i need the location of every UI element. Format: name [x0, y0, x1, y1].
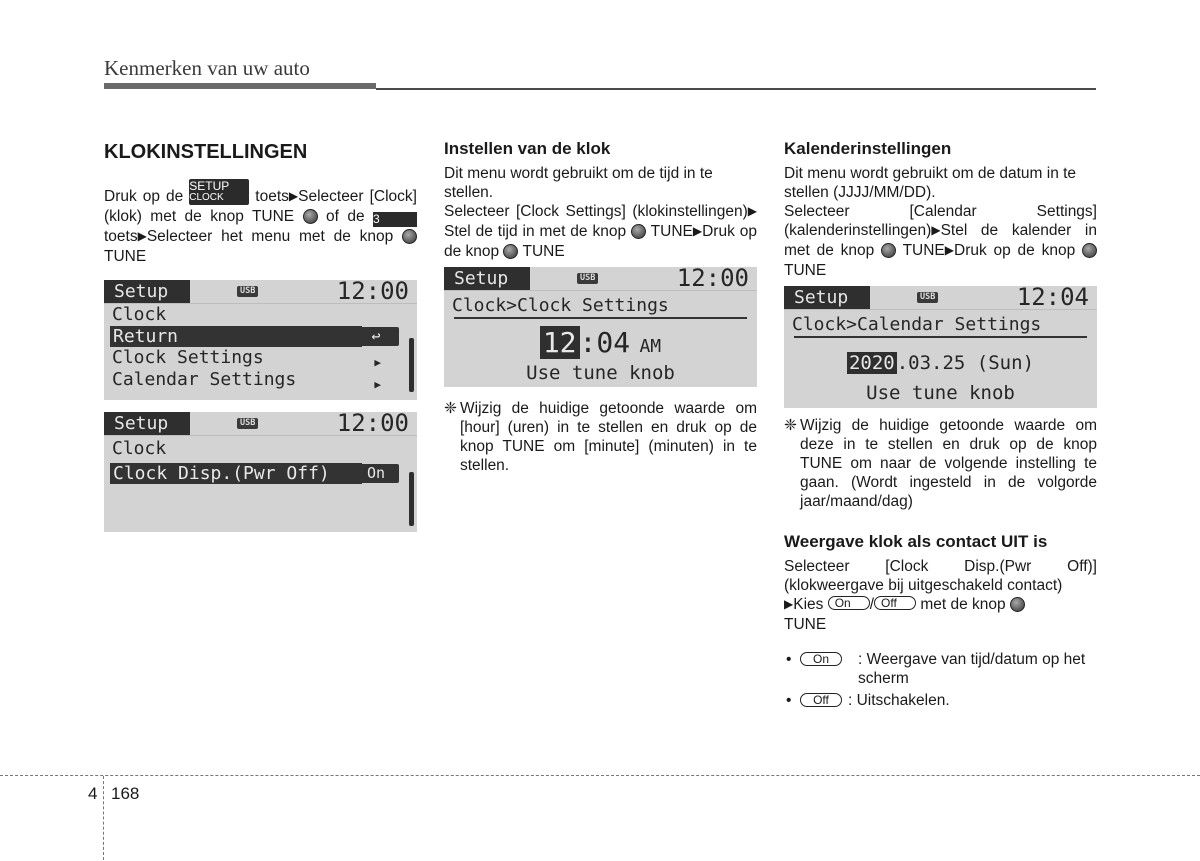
lcd-clock: 12:00	[336, 412, 409, 437]
paragraph-purpose: Dit menu wordt gebruikt om de tijd in te stellen.	[444, 165, 713, 201]
tune-knob-icon	[1082, 243, 1097, 258]
usb-icon: USB	[917, 292, 938, 303]
running-header-title: Kenmerken van uw auto	[104, 56, 310, 80]
setup-clock-key-icon: SETUP CLOCK	[189, 179, 249, 205]
note-calendar: ❈ Wijzig de huidige getoonde waarde om deze in te stellen en druk op de knop TUNE om naar de volgende instelling te gaan. (Wordt ingesteld in de volgorde jaar/maand/dag)	[784, 417, 1097, 510]
lcd-breadcrumb: Clock>Calendar Settings	[792, 314, 1042, 335]
lcd-tab-setup: Setup	[784, 286, 870, 309]
section-heading-kalender: Kalenderinstellingen	[784, 139, 952, 158]
tune-knob-icon	[402, 229, 417, 244]
lcd-status-bar	[104, 280, 417, 304]
lcd-time-editor	[444, 326, 757, 359]
return-arrow-icon: ↩	[353, 327, 399, 346]
lcd-tab-setup: Setup	[104, 412, 190, 435]
note-mark-icon: ❈	[784, 417, 797, 434]
note-clock: ❈ Wijzig de huidige getoonde waarde om [hour] (uren) in te stellen en druk op de knop TUNE om [minute] (minuten) in te stellen.	[444, 400, 757, 474]
list-item: • Off : Uitschakelen.	[786, 692, 950, 709]
arrow-right-icon: ▶	[784, 597, 794, 611]
lcd-menu-title: Clock	[112, 438, 167, 459]
lcd-date-editor	[784, 352, 1097, 374]
footer-vertical-rule	[103, 776, 104, 860]
lcd-menu-item-calendar-settings: Calendar Settings ▶	[104, 369, 417, 391]
lcd-year-value: 2020	[848, 352, 895, 374]
lcd-status-bar	[444, 267, 757, 291]
tune-knob-icon	[631, 224, 646, 239]
usb-icon: USB	[237, 418, 258, 429]
arrow-right-icon: ▶	[944, 243, 955, 257]
lcd-breadcrumb: Clock>Clock Settings	[452, 295, 669, 316]
paragraph-instructions: Selecteer [Calendar Settings] (kalenderinstellingen)▶Stel de kalender in met de knop TUNE▶Druk op de knop TUNE	[784, 203, 1097, 279]
arrow-right-icon: ▶	[288, 189, 299, 203]
lcd-scrollbar	[409, 338, 414, 392]
lcd-tab-setup: Setup	[444, 267, 530, 290]
lcd-menu-title: Clock	[112, 304, 167, 325]
chevron-right-icon: ▶	[374, 378, 381, 391]
option-list	[784, 650, 1097, 710]
lcd-menu-item-return: Return	[110, 326, 362, 347]
off-button-icon: Off	[874, 596, 916, 610]
arrow-right-icon: ▶	[137, 229, 147, 243]
lcd-value-on: On	[353, 464, 399, 483]
intro-paragraph: Druk op de SETUP CLOCK toets▶Selecteer [Clock] (klok) met de knop TUNE of de 3 toets▶Selecteer het menu met de knop TUNE	[104, 179, 417, 265]
lcd-clock: 12:00	[676, 267, 749, 292]
arrow-right-icon: ▶	[747, 204, 757, 218]
off-button-icon: Off	[800, 693, 842, 707]
lcd-menu-item-clock-settings: Clock Settings ▶	[104, 347, 417, 369]
usb-icon: USB	[237, 286, 258, 297]
list-item: • On : Weergave van tijd/datum op het scherm	[786, 651, 1086, 687]
footer-rule	[0, 775, 1200, 776]
arrow-right-icon: ▶	[692, 224, 703, 238]
on-button-icon: On	[800, 652, 842, 666]
usb-icon: USB	[577, 273, 598, 284]
paragraph-clock-disp: Selecteer [Clock Disp.(Pwr Off)] (klokweergave bij uitgeschakeld contact) ▶Kies On / Off met de knop TUNE	[784, 558, 1097, 633]
lcd-screen-clock-disp	[104, 412, 417, 532]
section-heading-instellen-klok: Instellen van de klok	[444, 139, 611, 158]
lcd-screen-clock-settings	[444, 267, 757, 387]
lcd-status-bar	[784, 286, 1097, 310]
lcd-status-bar	[104, 412, 417, 436]
on-button-icon: On	[828, 596, 870, 610]
section-heading-klokinstellingen: KLOKINSTELLINGEN	[104, 141, 308, 163]
lcd-screen-clock-menu	[104, 280, 417, 400]
paragraph-instructions: Selecteer [Clock Settings] (klokinstellingen)▶Stel de tijd in met de knop TUNE▶Druk op de knop TUNE	[444, 203, 758, 260]
lcd-divider	[794, 336, 1087, 338]
lcd-ampm: AM	[639, 336, 662, 357]
tune-knob-icon	[503, 244, 518, 259]
column-clock-settings	[104, 138, 417, 532]
lcd-date-rest: .03.25 (Sun)	[896, 352, 1035, 374]
lcd-hour-value: 12	[540, 326, 580, 359]
lcd-hint: Use tune knob	[866, 382, 1015, 404]
tune-knob-icon	[1010, 597, 1025, 612]
key-3-icon: 3	[373, 212, 417, 227]
header-rule	[376, 88, 1096, 90]
section-heading-weergave-klok: Weergave klok als contact UIT is	[784, 532, 1048, 551]
lcd-tab-setup: Setup	[104, 280, 190, 303]
arrow-right-icon: ▶	[931, 223, 941, 237]
tune-knob-icon	[303, 209, 318, 224]
note-mark-icon: ❈	[444, 400, 457, 417]
lcd-menu-item-clock-disp: Clock Disp.(Pwr Off)	[110, 463, 362, 484]
lcd-divider	[454, 317, 747, 319]
paragraph-purpose: Dit menu wordt gebruikt om de datum in te stellen (JJJJ/MM/DD).	[784, 165, 1077, 201]
chapter-number: 4	[88, 784, 98, 803]
chevron-right-icon: ▶	[374, 356, 381, 369]
header-rule-accent	[104, 83, 376, 89]
column-calendar	[784, 138, 1097, 710]
lcd-clock: 12:00	[336, 280, 409, 305]
lcd-clock: 12:04	[1016, 286, 1089, 311]
column-set-clock	[444, 138, 757, 475]
lcd-scrollbar	[409, 472, 414, 526]
lcd-hint: Use tune knob	[526, 362, 675, 384]
page-number: 168	[111, 784, 140, 803]
tune-knob-icon	[881, 243, 896, 258]
lcd-screen-calendar-settings	[784, 286, 1097, 408]
lcd-minute-value: :04	[579, 326, 631, 359]
